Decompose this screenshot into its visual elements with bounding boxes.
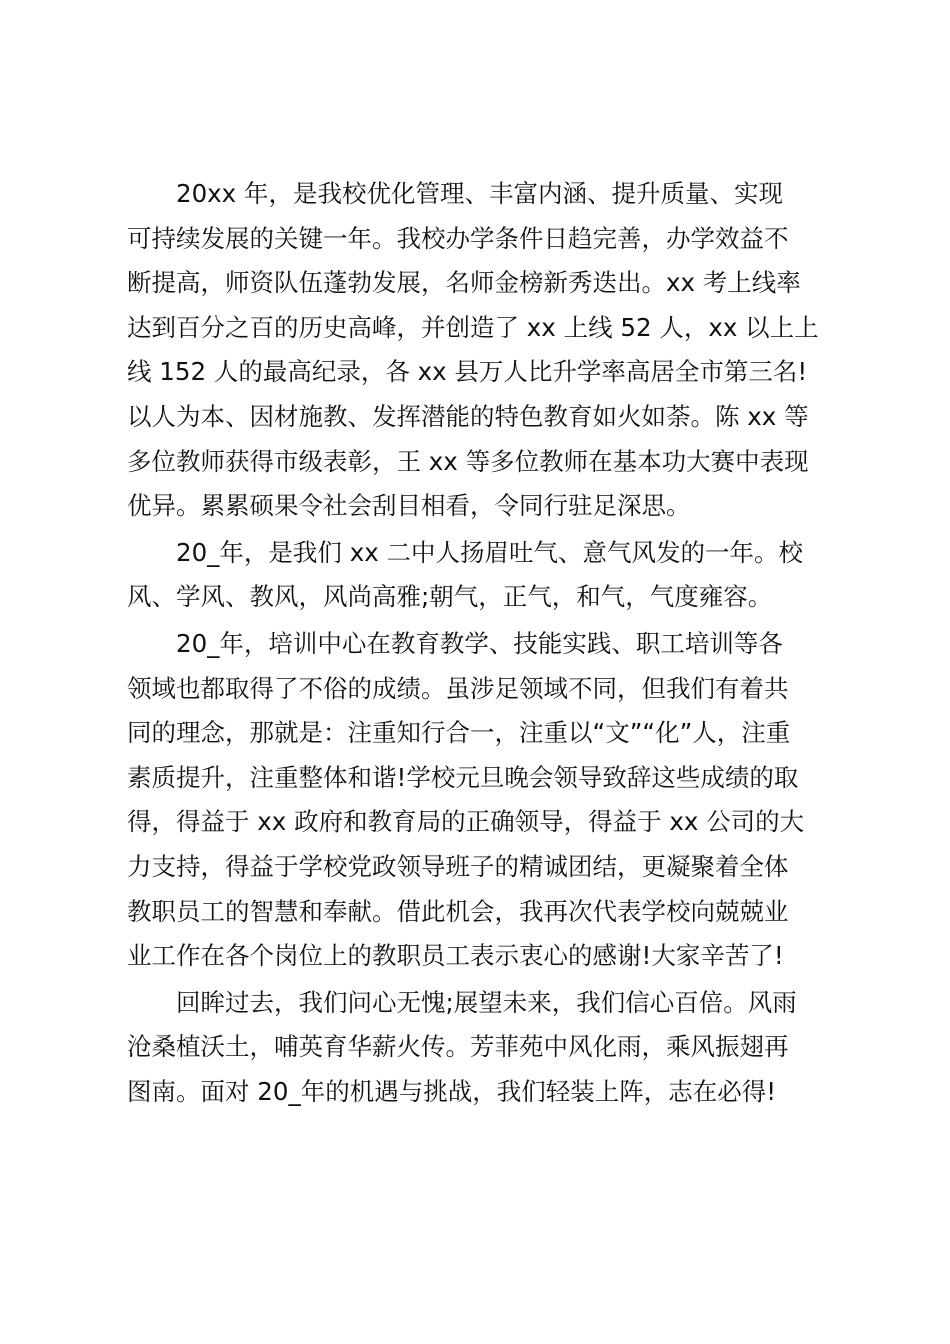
text-line: 沧桑植沃土，哺英育华薪火传。芳菲苑中风化雨，乘风振翅再 xyxy=(127,1032,789,1062)
text-line: 得，得益于 xx 政府和教育局的正确领导，得益于 xx 公司的大 xyxy=(127,807,805,837)
text-line: 20_年，是我们 xx 二中人扬眉吐气、意气风发的一年。校 xyxy=(176,537,803,567)
text-line: 回眸过去，我们问心无愧;展望未来，我们信心百倍。风雨 xyxy=(176,987,797,1017)
text-line: 达到百分之百的历史高峰，并创造了 xx 上线 52 人，xx 以上上 xyxy=(127,312,819,342)
text-line: 20xx 年，是我校优化管理、丰富内涵、提升质量、实现 xyxy=(176,179,783,208)
text-line: 以人为本、因材施教、发挥潜能的特色教育如火如荼。陈 xx 等 xyxy=(127,401,809,431)
paragraph-4 xyxy=(127,981,837,1115)
text-line: 多位教师获得市级表彰，王 xx 等多位教师在基本功大赛中表现 xyxy=(127,446,809,476)
document-body xyxy=(127,172,837,1114)
text-line: 断提高，师资队伍蓬勃发展，名师金榜新秀迭出。xx 考上线率 xyxy=(127,268,801,298)
text-line: 力支持，得益于学校党政领导班子的精诚团结，更凝聚着全体 xyxy=(127,851,789,881)
text-line: 素质提升，注重整体和谐!学校元旦晚会领导致辞这些成绩的取 xyxy=(127,762,799,792)
paragraph-2 xyxy=(127,531,837,620)
text-line: 业工作在各个岗位上的教职员工表示衷心的感谢!大家辛苦了! xyxy=(127,941,784,971)
text-line: 线 152 人的最高纪录，各 xx 县万人比升学率高居全市第三名! xyxy=(127,357,808,387)
paragraph-1 xyxy=(127,172,837,529)
text-line: 图南。面对 20_年的机遇与挑战，我们轻装上阵，志在必得! xyxy=(127,1076,777,1106)
text-line: 风、学风、教风，风尚高雅;朝气，正气，和气，气度雍容。 xyxy=(127,582,773,612)
text-line: 同的理念，那就是：注重知行合一，注重以“文”“化”人，注重 xyxy=(127,718,791,748)
text-line: 可持续发展的关键一年。我校办学条件日趋完善，办学效益不 xyxy=(127,223,789,253)
text-line: 教职员工的智慧和奉献。借此机会，我再次代表学校向兢兢业 xyxy=(127,896,789,926)
paragraph-3 xyxy=(127,622,837,979)
text-line: 领域也都取得了不俗的成绩。虽涉足领域不同，但我们有着共 xyxy=(127,673,789,703)
text-line: 优异。累累硕果令社会刮目相看，令同行驻足深思。 xyxy=(127,491,691,521)
text-line: 20_年，培训中心在教育教学、技能实践、职工培训等各 xyxy=(176,628,783,658)
